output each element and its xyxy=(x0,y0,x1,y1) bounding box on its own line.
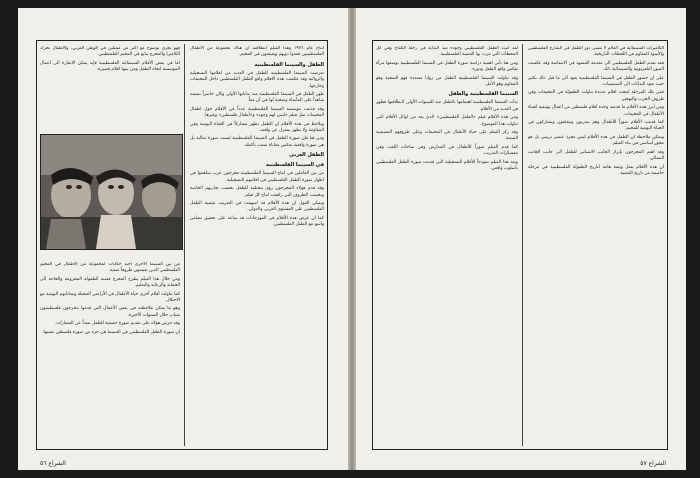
paragraph: وقد اهتم المخرجون بإبراز الجانب الانساني للطفل الى جانب الجانب النضالي. xyxy=(528,149,664,162)
paragraph: لقد اثبت الطفل الفلسطيني وجوده منذ البداية في رحلة الكفاح وفي كل المحطات التي مرت بها القضية الفلسطينية. xyxy=(376,46,518,58)
left-page-left-column-top xyxy=(40,46,180,110)
right-page xyxy=(356,8,686,470)
paragraph: ومن خلال هذا الفيلم يطرح المخرج قضية الطفولة المحرومة والحاجة الى الحماية والرعاية والتعليم. xyxy=(40,276,180,289)
paragraph: اما في بعض الأفلام السينمائية الفلسطينية فإنه يمكن الاشارة الى اعمال المؤسسة اتجاه الطفل ومن بينها افلام قصيرة. xyxy=(40,60,180,73)
paragraph: وقد ركز الفيلم على حياة الأطفال في المخيمات وعلى ظروفهم المعيشية الصعبة. xyxy=(376,130,518,142)
left-column-divider xyxy=(184,44,185,446)
right-page-left-column xyxy=(376,46,518,446)
paragraph: كما ان عرض هذه الأفلام في المهرجانات قد ساعد على تحقيق تضامن واسع مع الطفل الفلسطيني. xyxy=(190,215,324,228)
right-page-folio: الشراع ٥٧ xyxy=(640,460,666,467)
paragraph: وقد قدم هؤلاء المخرجون رؤى مختلفة للطفل بحسب تجاربهم الخاصة وبحسب الظروف التي رافقت انتاج كل فيلم. xyxy=(190,186,324,198)
children-photo-image xyxy=(41,135,182,249)
paragraph: ومن هذه الأفلام فيلم «الطفل الفلسطيني» الذي يعد من اوائل الأفلام التي تناولت هذا الموضوع. xyxy=(376,115,518,127)
paragraph: وقد قدمت مؤسسة السينما الفلسطينية عدداً من الأفلام حول اطفال المخيمات مثل فيلم «ليس لهم وجود» و«أطفال فلسطين» وغيرها. xyxy=(190,106,324,119)
paragraph: ظهر الطفل في السينما الفلسطينية منذ بداياتها الأولى وكان حاضراً بصفته شاهداً على المأساة وضحية لها في آن معاً. xyxy=(190,92,324,104)
paragraph: فهو يجري بوضوح مع اكثر من ممثلين في الوطن العربي، والاطفال تحرك الكاميرا والمخرج يتابع في المخيم الفلسطيني. xyxy=(40,46,180,58)
paragraph: ويمكن القول ان هذه الأفلام قد اسهمت في التعريف بقضية الطفل الفلسطيني على المستوى العربي والدولي. xyxy=(190,200,324,213)
paragraph: الكاميرات السينمائية في العالم لا تنسى دور الطفل في الشارع الفلسطيني والأسود المقاوم في اللحظات التاريخية. xyxy=(528,46,664,58)
section-heading: الطفل والسينما الفلسطينية xyxy=(254,61,324,68)
paragraph: وقد حرص هؤلاء على تقديم صورة حقيقية للطفل بعيداً عن الشعارات. xyxy=(54,321,180,327)
children-photo xyxy=(40,134,183,250)
paragraph: ومن أبرز هذه الأفلام ما قدمته وحدة أفلام فلسطين من اعمال توثيقية لحياة الأطفال في المخيمات. xyxy=(528,105,664,117)
left-page-right-column xyxy=(190,46,324,446)
section-heading: في السينما الفلسطينية xyxy=(265,162,324,169)
right-page-right-column xyxy=(528,46,664,446)
paragraph: من بين السينما الاخرى اجيد حكايات لمجموعة من الأطفال في المخيم الفلسطيني الذين يعيشون ظروفاً صعبة. xyxy=(40,262,180,274)
paragraph: من بين العاملين في انتاج السينما الفلسطينية مخرجون عرب ساهموا في اظهار صورة الطفل الفلسطيني في افلامهم التسجيلية. xyxy=(190,171,324,183)
paragraph: وقد تناولت السينما الفلسطينية الطفل من زوايا متعددة فهو الضحية وهو المقاوم وهو الأمل. xyxy=(376,75,518,88)
paragraph: فقد تقدم الطفل الفلسطيني الى مقدمة المشهد في الانتفاضة وقد عكست الصور التلفزيونية والسينمائية ذلك. xyxy=(528,60,664,73)
paragraph: ويلاحظ في هذه الأفلام ان الطفل يظهر مشاركاً في الحياة اليومية وفي المقاومة ولا يظهر بمعزل عن واقعه. xyxy=(190,121,324,134)
section-heading: السينما الفلسطينية والطفل xyxy=(448,91,518,98)
right-column-divider xyxy=(522,44,523,446)
paragraph: ففي تلك المرحلة انتجت افلام عديدة تناولت الطفولة في المخيمات وفي ظروف الحرب والتهجير. xyxy=(528,90,664,102)
paragraph: وهو ما يمكن ملاحظته في بعض الأعمال التي قدمها مخرجون فلسطينيون شباب خلال السنوات الأخيرة. xyxy=(40,306,180,318)
paragraph: ويعد هذا الفيلم نموذجاً للأفلام التسجيلية التي قدمت صورة الطفل الفلسطيني بأسلوب واقعي. xyxy=(376,159,518,172)
spine-gutter xyxy=(348,8,356,470)
left-page xyxy=(18,8,348,470)
paragraph: ان صورة الطفل الفلسطيني في السينما هي جزء من صورة فلسطين نفسها. xyxy=(42,329,180,335)
paragraph: ان هذه الأفلام تمثل وثيقة هامة لتاريخ الطفولة الفلسطينية في مرحلة حاسمة من تاريخ القضية. xyxy=(528,164,664,176)
paragraph: كما تناولت أفلام أخرى حياة الأطفال في الأراضي المحتلة ومعاناتهم اليومية مع الاحتلال. xyxy=(40,291,180,304)
left-page-left-column-bottom xyxy=(40,262,180,446)
paragraph: تعرضت السينما الفلسطينية للطفل في العديد من افلامها التسجيلية والروائية وقد عكست هذه الافلام واقع الطفل الفلسطيني داخل المخيمات وخارجها. xyxy=(190,70,324,89)
paragraph: كما قدم الفيلم صوراً للأطفال في المدارس وفي ساحات اللعب وفي معسكرات التدريب. xyxy=(376,144,518,157)
paragraph: بدأت السينما الفلسطينية اهتمامها بالطفل منذ السنوات الأولى لانطلاقتها فظهر في العديد من الأفلام. xyxy=(376,100,518,112)
left-page-folio: الشراع ٥٦ xyxy=(40,460,66,467)
paragraph: ومن هنا فإن صورة الطفل في السينما الفلسطينية ليست صورة مثالية بل هي صورة واقعية تعكس معاناة شعب بأكمله. xyxy=(190,136,324,148)
paragraph: ومن هنا تأتي اهمية دراسة صورة الطفل في السينما الفلسطينية بوصفها مرآة تعكس واقع الطفل ودوره. xyxy=(376,60,518,73)
paragraph: كما قدمت الأفلام صوراً للأطفال وهم يتدربون ويتعلمون ويشاركون في الحياة اليومية للمخيم. xyxy=(528,120,664,132)
section-heading: الطفل العربي xyxy=(289,152,324,159)
paragraph: على ان حضور الطفل في السينما الفلسطينية يعود الى ما قبل ذلك بكثير حيث تعود البدايات الى السبعينيات. xyxy=(528,75,664,88)
paragraph: ويمكن ملاحظة ان الطفل في هذه الأفلام ليس مجرد عنصر تزييني بل هو محور أساسي في بناء الفيلم. xyxy=(528,134,664,147)
paragraph: انتاج عام ١٩٧٦ وهذا الفيلم انطلاقته ان هناك مجموعة من الأطفال الفلسطينيين فقدوا ذويهم ويعيشون في المخيم. xyxy=(190,46,324,58)
